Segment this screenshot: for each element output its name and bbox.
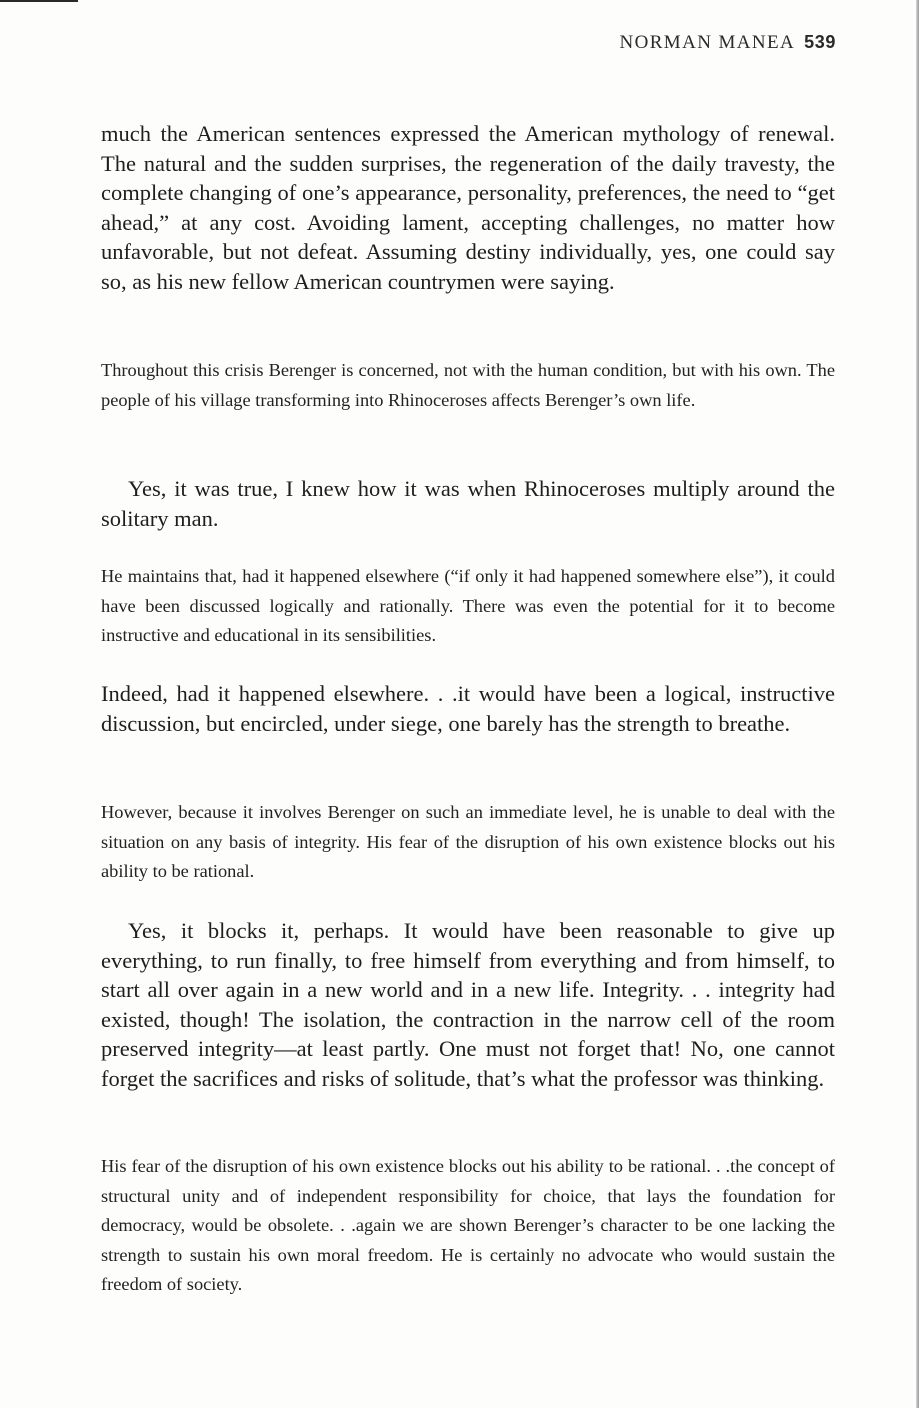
top-edge-rule [0,0,78,2]
running-head-title: NORMAN MANEA [619,32,796,53]
quote-paragraph-2: Yes, it was true, I knew how it was when Rhinoceroses multiply around the solitary man. [101,476,835,531]
quote-paragraph-1: much the American sentences expressed the American mythology of renewal. The natural and the sudden surprises, the regeneration of the daily travesty, the complete changing of one’s appearance, personality, preferences, the need to “get ahead,” at any cost. Avoiding lament, accepting challenges, no matter how unfavorable, but not defeat. Assuming destiny individually, yes, one could say so, as his new fellow American countrymen were saying. [101,121,835,294]
quote-paragraph-4: Yes, it blocks it, perhaps. It would have been reasonable to give up everything, to run finally, to free himself from everything and from himself, to start all over again in a new world and in a new life. Integrity. . . integrity had existed, though! The isolation, the contraction in the narrow cell of the room preserved integrity—at least partly. One must not forget that! No, one cannot forget the sacrifices and risks of solitude, that’s what the professor was thinking. [101,918,835,1091]
quote-paragraph-3: Indeed, had it happened elsewhere. . .it would have been a logical, instructive discussion, but encircled, under siege, one barely has the strength to breathe. [101,681,835,736]
page-number: 539 [804,32,836,52]
commentary-paragraph-4: His fear of the disruption of his own existence blocks out his ability to be rational. . .the concept of structural unity and of independent responsibility for choice, that lays the foundation for democracy, would be obsolete. . .again we are shown Berenger’s character to be one lacking the strength to sustain his own moral freedom. He is certainly no advocate who would sustain the freedom of society. [101,1156,835,1294]
running-header [619,32,836,54]
commentary-paragraph-2: He maintains that, had it happened elsewhere (“if only it had happened somewhere else”), it could have been discussed logically and rationally. There was even the potential for it to become instructive and educational in its sensibilities. [101,566,835,645]
commentary-paragraph-1: Throughout this crisis Berenger is concerned, not with the human condition, but with his own. The people of his village transforming into Rhinoceroses affects Berenger’s own life. [101,360,835,410]
commentary-paragraph-3: However, because it involves Berenger on such an immediate level, he is unable to deal with the situation on any basis of integrity. His fear of the disruption of his own existence blocks out his ability to be rational. [101,802,835,881]
